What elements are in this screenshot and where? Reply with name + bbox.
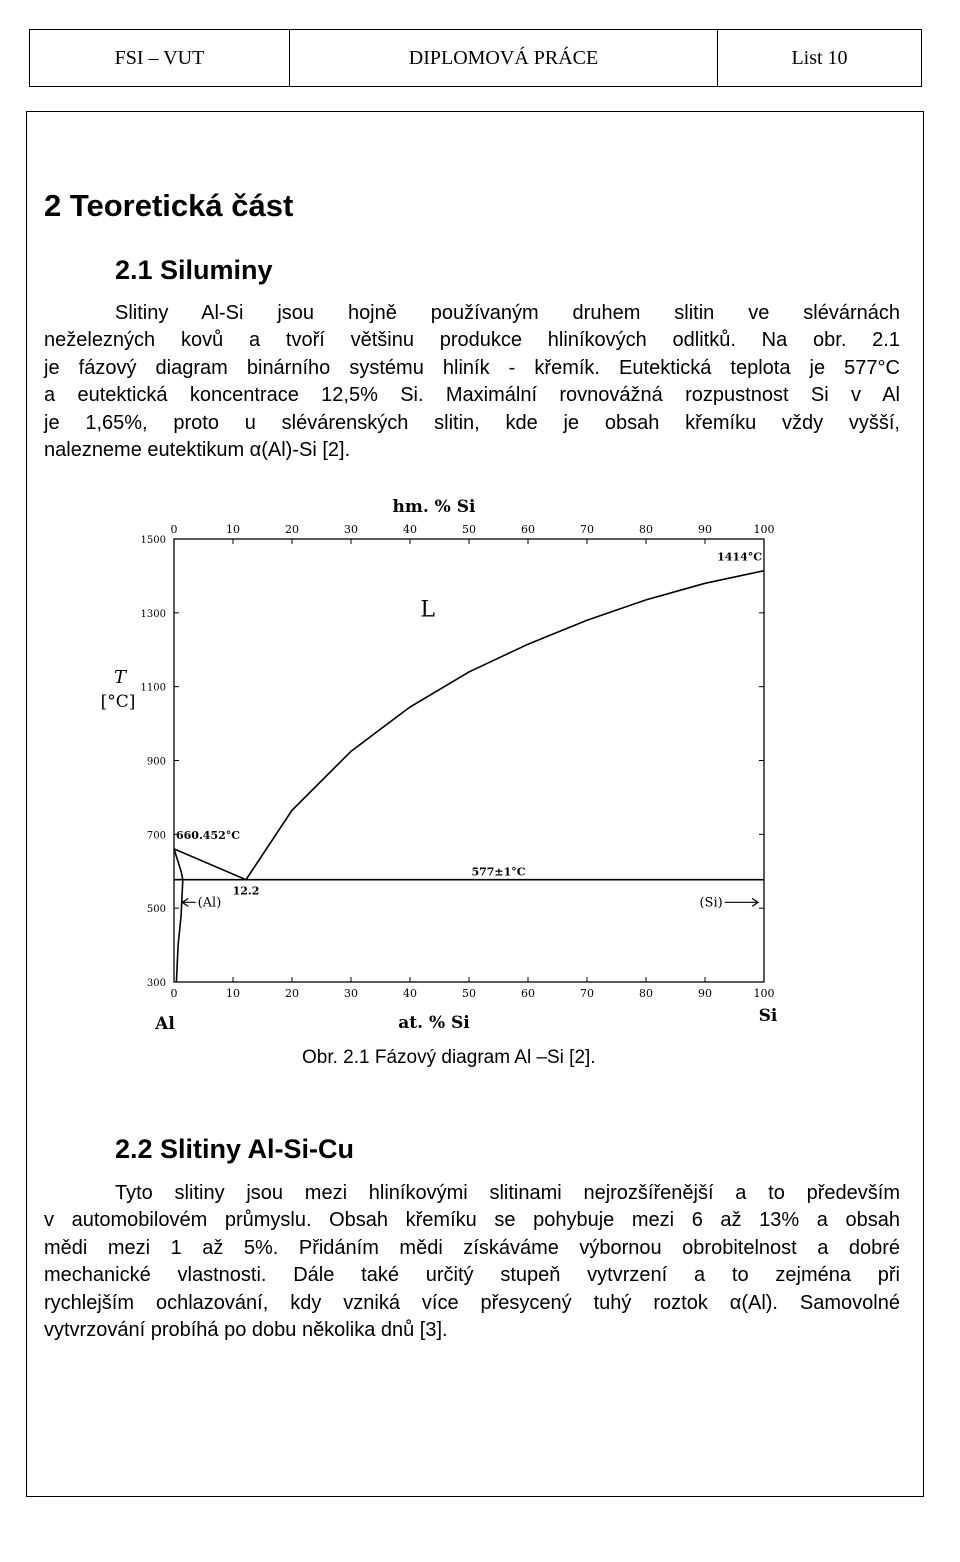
top-tick-label: 20 bbox=[285, 523, 299, 536]
top-tick-label: 60 bbox=[521, 523, 535, 536]
liquidus-si-line bbox=[246, 571, 764, 880]
x-tick-label: 40 bbox=[403, 987, 417, 1000]
header-school: FSI – VUT bbox=[30, 30, 290, 86]
y-axis-symbol: T bbox=[113, 667, 127, 688]
paragraph-siluminy bbox=[44, 300, 900, 464]
paragraph-line: Tyto slitiny jsou mezi hliníkovými slitinami nejrozšířenější a to především bbox=[115, 1182, 900, 1204]
top-tick-label: 30 bbox=[344, 523, 358, 536]
x-tick-label: 20 bbox=[285, 987, 299, 1000]
x-tick-label: 0 bbox=[170, 987, 178, 1000]
paragraph-line: je 1,65%, proto u slévárenských slitin, kde je obsah křemíku vždy vyšší, bbox=[44, 411, 900, 434]
y-axis-unit: [°C] bbox=[100, 692, 136, 712]
header-doc-type: DIPLOMOVÁ PRÁCE bbox=[290, 30, 718, 86]
phase-diagram-chart bbox=[90, 485, 790, 1035]
phase-diagram-figure bbox=[90, 485, 790, 1035]
y-tick-label: 1100 bbox=[140, 682, 166, 694]
x-tick-label: 70 bbox=[580, 987, 594, 1000]
paragraph-line: a eutektická koncentrace 12,5% Si. Maximální rovnovážná rozpustnost Si v Al bbox=[44, 384, 900, 407]
al-phase-label: (Al) bbox=[197, 895, 222, 911]
paragraph-line: rychlejším ochlazování, kdy vzniká více přesycený tuhý roztok α(Al). Samovolné bbox=[44, 1291, 900, 1314]
y-tick-label: 300 bbox=[146, 978, 166, 989]
x-tick-label: 100 bbox=[753, 987, 775, 1000]
x-tick-label: 10 bbox=[226, 987, 240, 1000]
figure-caption: Obr. 2.1 Fázový diagram Al –Si [2]. bbox=[302, 1047, 596, 1068]
x-tick-label: 80 bbox=[639, 987, 653, 1000]
paragraph-line: nalezneme eutektikum α(Al)-Si [2]. bbox=[44, 438, 351, 461]
top-axis-label: hm. % Si bbox=[392, 497, 476, 517]
chapter-title: 2 Teoretická část bbox=[44, 188, 294, 223]
top-tick-label: 40 bbox=[403, 523, 417, 536]
al-melting-annotation: 660.452°C bbox=[176, 828, 241, 842]
paragraph-al-si-cu bbox=[44, 1180, 900, 1344]
y-tick-label: 1300 bbox=[140, 608, 166, 620]
liquid-phase-label: L bbox=[420, 597, 436, 623]
plot-frame bbox=[174, 539, 764, 982]
si-phase-arrow bbox=[725, 898, 758, 906]
eutectic-temp-annotation: 577±1°C bbox=[471, 865, 526, 879]
header-sheet: List 10 bbox=[791, 46, 848, 69]
si-phase-label: (Si) bbox=[699, 895, 723, 911]
paragraph-line: mechanické vlastnosti. Dále také určitý stupeň vytvrzení a to zejména při bbox=[44, 1264, 900, 1287]
top-tick-label: 50 bbox=[462, 523, 476, 536]
paragraph-line: mědi mezi 1 až 5%. Přidáním mědi získáváme výbornou obrobitelnost a dobré bbox=[44, 1236, 900, 1259]
top-tick-label: 0 bbox=[170, 523, 178, 536]
paragraph-line: je fázový diagram binárního systému hliník - křemík. Eutektická teplota je 577°C bbox=[44, 356, 900, 379]
x-tick-label: 60 bbox=[521, 987, 535, 1000]
paragraph-line: vytvrzování probíhá po dobu několika dnů [3]. bbox=[44, 1318, 448, 1341]
al-phase-arrow bbox=[182, 898, 195, 906]
x-tick-label: 30 bbox=[344, 987, 358, 1000]
x-tick-label: 90 bbox=[698, 987, 712, 1000]
y-tick-label: 1500 bbox=[140, 535, 166, 546]
solidus-liquidus-al-line bbox=[174, 849, 246, 880]
corner-label-si: Si bbox=[758, 1006, 778, 1026]
x-tick-label: 50 bbox=[462, 987, 476, 1000]
si-melting-annotation: 1414°C bbox=[717, 550, 762, 564]
eutectic-comp-annotation: 12.2 bbox=[232, 884, 260, 898]
section-title-al-si-cu: 2.2 Slitiny Al-Si-Cu bbox=[115, 1134, 355, 1164]
x-axis-label: at. % Si bbox=[398, 1013, 470, 1033]
paragraph-line: v automobilovém průmyslu. Obsah křemíku se pohybuje mezi 6 až 13% a obsah bbox=[44, 1209, 900, 1232]
al-solvus-line bbox=[174, 849, 183, 982]
y-tick-label: 500 bbox=[146, 904, 166, 916]
y-tick-label: 700 bbox=[146, 830, 166, 842]
top-tick-label: 100 bbox=[753, 523, 775, 536]
top-tick-label: 10 bbox=[226, 523, 240, 536]
corner-label-al: Al bbox=[155, 1014, 175, 1034]
top-tick-label: 90 bbox=[698, 523, 712, 536]
section-title-siluminy: 2.1 Siluminy bbox=[115, 255, 273, 285]
paragraph-line: neželezných kovů a tvoří většinu produkce hliníkových odlitků. Na obr. 2.1 bbox=[44, 329, 900, 352]
y-tick-label: 900 bbox=[146, 756, 166, 768]
page-header bbox=[29, 29, 922, 87]
paragraph-line: Slitiny Al-Si jsou hojně používaným druhem slitin ve slévárnách bbox=[115, 302, 900, 324]
top-tick-label: 80 bbox=[639, 523, 653, 536]
top-tick-label: 70 bbox=[580, 523, 594, 536]
